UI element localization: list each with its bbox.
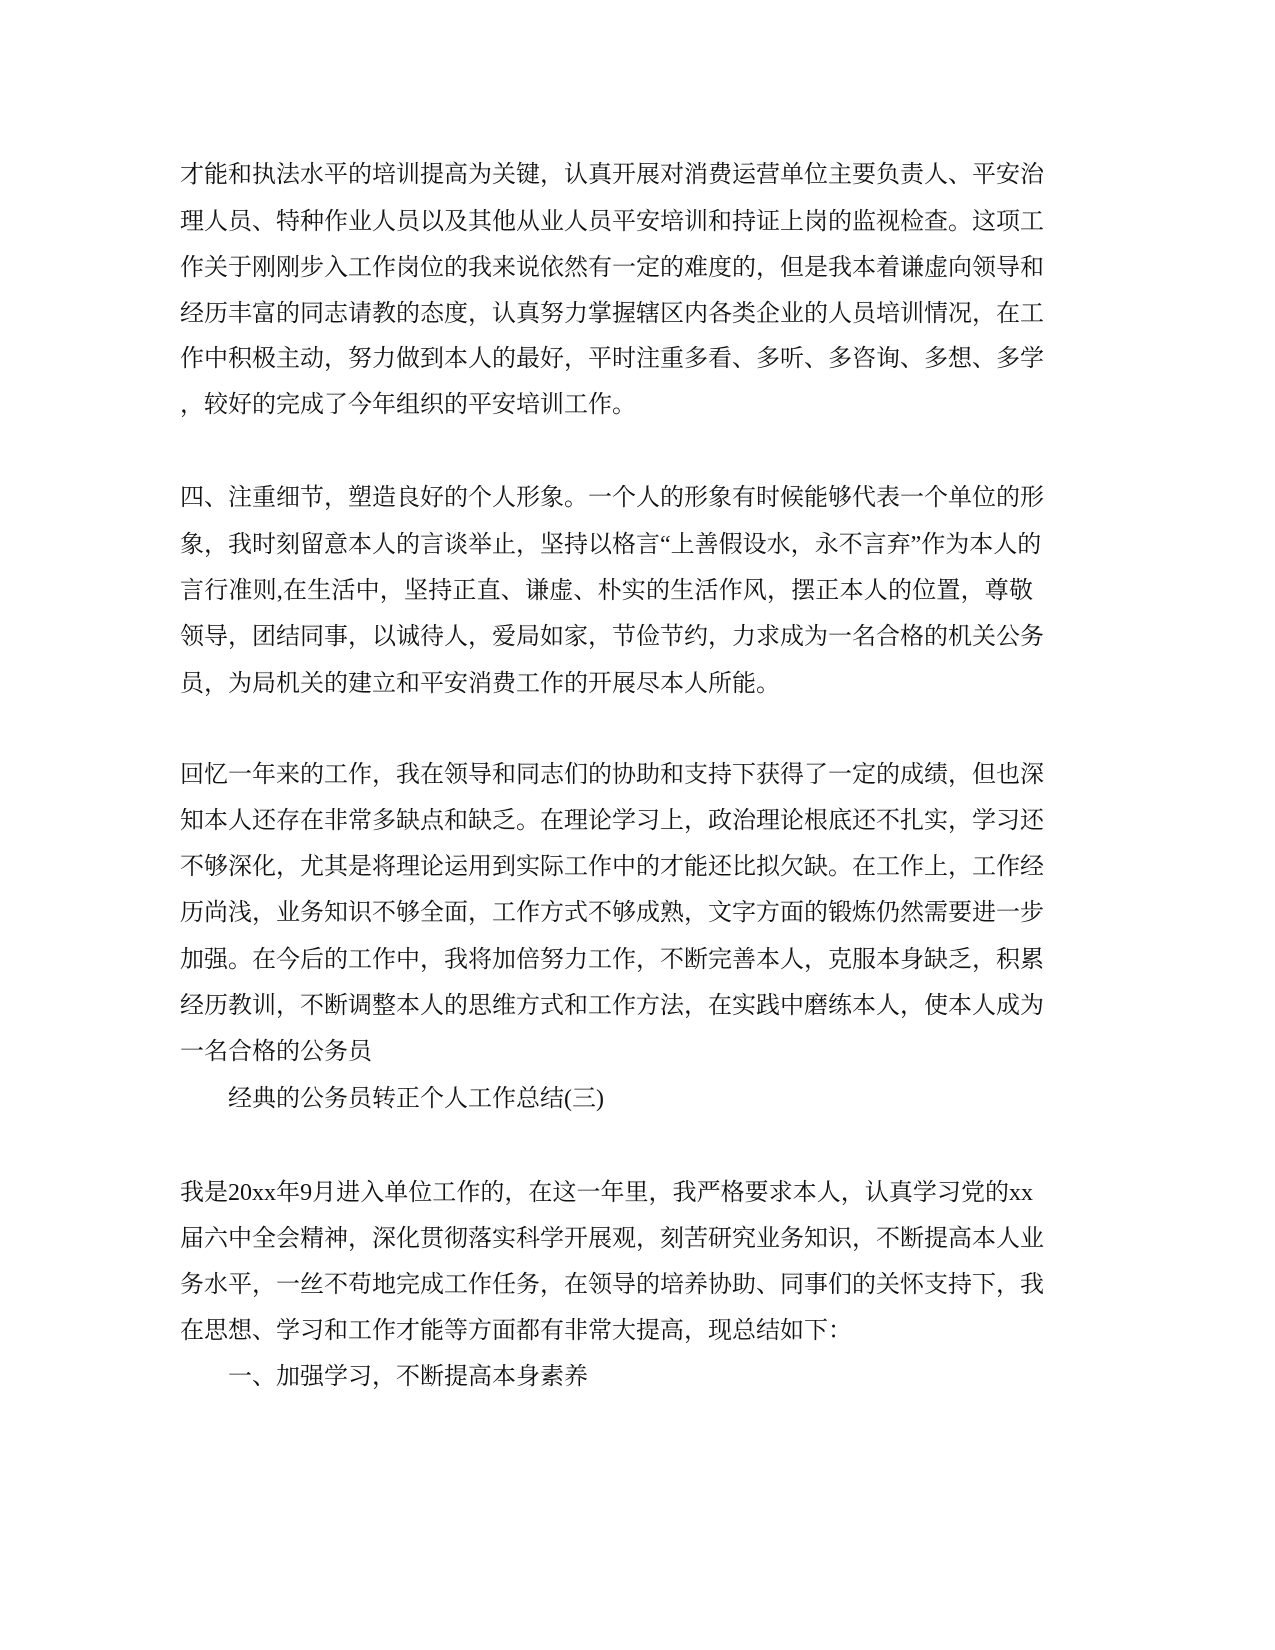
text-line: 四、注重细节，塑造良好的个人形象。一个人的形象有时候能够代表一个单位的形 bbox=[180, 485, 1044, 511]
text-line: 理人员、特种作业人员以及其他从业人员平安培训和持证上岗的监视检查。这项工 bbox=[180, 209, 1044, 235]
text-line: ，较好的完成了今年组织的平安培训工作。 bbox=[180, 392, 636, 418]
text-line: 经历丰富的同志请教的态度，认真努力掌握辖区内各类企业的人员培训情况，在工 bbox=[180, 301, 1044, 327]
text-line: 我是20xx年9月进入单位工作的，在这一年里，我严格要求本人，认真学习党的xx bbox=[180, 1180, 1033, 1206]
text-line: 领导，团结同事，以诚待人，爱局如家，节俭节约，力求成为一名合格的机关公务 bbox=[180, 624, 1044, 650]
text-line: 作中积极主动，努力做到本人的最好，平时注重多看、多听、多咨询、多想、多学 bbox=[180, 346, 1044, 372]
subheading: 一、加强学习，不断提高本身素养 bbox=[228, 1364, 588, 1390]
text-line: 作关于刚刚步入工作岗位的我来说依然有一定的难度的，但是我本着谦虚向领导和 bbox=[180, 255, 1044, 281]
text-line: 在思想、学习和工作才能等方面都有非常大提高，现总结如下： bbox=[180, 1318, 852, 1344]
text-line: 加强。在今后的工作中，我将加倍努力工作，不断完善本人，克服本身缺乏，积累 bbox=[180, 947, 1044, 973]
text-line: 历尚浅，业务知识不够全面，工作方式不够成熟，文字方面的锻炼仍然需要进一步 bbox=[180, 900, 1044, 926]
text-line: 回忆一年来的工作，我在领导和同志们的协助和支持下获得了一定的成绩，但也深 bbox=[180, 762, 1044, 788]
text-line: 届六中全会精神，深化贯彻落实科学开展观，刻苦研究业务知识，不断提高本人业 bbox=[180, 1226, 1044, 1252]
text-line: 一名合格的公务员 bbox=[180, 1039, 372, 1065]
section-title: 经典的公务员转正个人工作总结(三) bbox=[228, 1086, 604, 1112]
text-line: 员，为局机关的建立和平安消费工作的开展尽本人所能。 bbox=[180, 671, 780, 697]
text-line: 不够深化，尤其是将理论运用到实际工作中的才能还比拟欠缺。在工作上，工作经 bbox=[180, 854, 1044, 880]
text-line: 才能和执法水平的培训提高为关键，认真开展对消费运营单位主要负责人、平安治 bbox=[180, 162, 1044, 188]
text-line: 言行准则,在生活中，坚持正直、谦虚、朴实的生活作风，摆正本人的位置，尊敬 bbox=[180, 578, 1033, 604]
text-line: 经历教训，不断调整本人的思维方式和工作方法，在实践中磨练本人，使本人成为 bbox=[180, 993, 1044, 1019]
text-line: 务水平，一丝不苟地完成工作任务，在领导的培养协助、同事们的关怀支持下，我 bbox=[180, 1272, 1044, 1298]
text-line: 知本人还存在非常多缺点和缺乏。在理论学习上，政治理论根底还不扎实，学习还 bbox=[180, 808, 1044, 834]
text-line: 象，我时刻留意本人的言谈举止，坚持以格言“上善假设水，永不言弃”作为本人的 bbox=[180, 532, 1042, 558]
